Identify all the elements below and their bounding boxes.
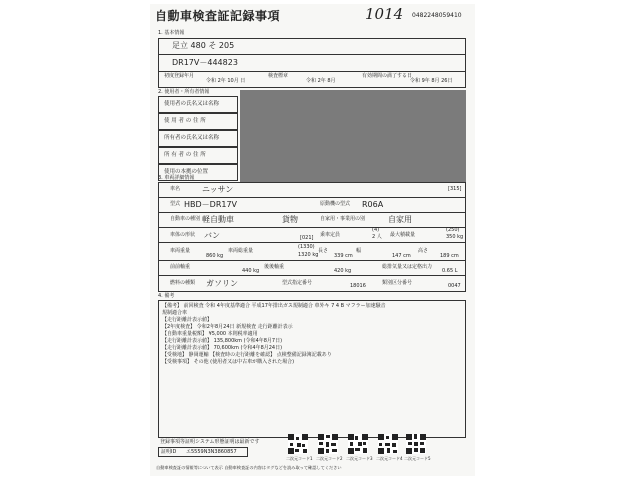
note-line: 【自動車重量税額】 ¥5,000 本則税率適用	[162, 331, 258, 337]
qr-label: 二次元コード2	[316, 456, 343, 461]
certificate-id-value: エ5559N3N3860857	[186, 449, 237, 455]
section4-heading: 4. 備考	[158, 293, 175, 299]
front-axle-label: 前前軸重	[170, 264, 191, 270]
body-value: バン	[204, 231, 220, 240]
section1-divider-2	[158, 71, 466, 72]
user-address-label: 使 用 者 の 住 所	[164, 118, 206, 124]
model-label: 型式	[170, 201, 181, 207]
qr-label: 二次元コード3	[346, 456, 373, 461]
kind-value: 軽自動車	[202, 215, 234, 224]
system-note: 登録事項等証明システム形態証明は最新です	[160, 439, 260, 445]
user-name-label: 使用者の氏名又は名称	[164, 101, 220, 107]
note-line: 【走行距離計表示値】 70,600km (令和4年8月24日)	[162, 345, 283, 351]
maker-label: 車名	[170, 186, 181, 192]
first-registration-date: 令和 2年 10月 日	[206, 78, 246, 84]
gross-top: (1330)	[298, 244, 315, 250]
bottom-note: 自動車検査証の情報等について表示 自動車検査証の内容はタグなどを読み取って確認してください	[156, 465, 342, 470]
kind-label: 自動車の種別	[170, 216, 201, 222]
qr-code-icon	[318, 434, 338, 454]
qr-code-icon	[288, 434, 308, 454]
inspection-date: 令和 2年 8月	[306, 78, 336, 84]
capacity-top: (4)	[372, 227, 380, 233]
height-value: 189 cm	[440, 253, 459, 259]
section3-heading: 3. 車両詳細情報	[158, 175, 195, 181]
gross-value: 1320 kg	[298, 252, 319, 258]
note-line: 【2年度検査】 令和2年8月24日 新規検査 走行距離計表示	[162, 324, 293, 330]
owner-name-label: 所有者の氏名又は名称	[164, 135, 220, 141]
displacement-label: 総排気量又は定格出力	[382, 264, 433, 270]
note-line: 【走行距離計表示値】	[162, 317, 213, 323]
first-registration-label: 初度登録年月	[164, 73, 195, 79]
max-load-top: (250)	[446, 227, 460, 233]
plate-number: 足立 480 そ 205	[172, 41, 235, 50]
owner-address-label: 所 有 者 の 住 所	[164, 152, 206, 158]
length-label: 長さ	[318, 248, 329, 254]
handwritten-number: 1014	[365, 5, 404, 23]
fuel-value: ガソリン	[206, 279, 238, 288]
document-number: 0482248059410	[412, 12, 462, 19]
qr-code-icon	[378, 434, 398, 454]
gross-label: 車両総重量	[228, 248, 254, 254]
base-location-label: 使用の本拠の位置	[164, 169, 209, 175]
section1-divider-1	[158, 54, 466, 55]
max-load-label: 最大積載量	[390, 232, 416, 238]
document-title: 自動車検査証記録事項	[155, 9, 281, 23]
section3-divider-1	[158, 197, 466, 198]
section3-divider-4	[158, 242, 466, 243]
note-line: 規制適合車	[162, 310, 188, 316]
section2-heading: 2. 使用者・所有者情報	[158, 89, 210, 95]
weight-label: 車両重量	[170, 248, 191, 254]
capacity-value: 2 人	[372, 234, 382, 240]
weight-value: 860 kg	[206, 253, 224, 259]
fuel-label: 燃料の種類	[170, 280, 196, 286]
qr-code-icon	[348, 434, 368, 454]
qr-label: 二次元コード1	[286, 456, 313, 461]
use-value: 貨物	[282, 215, 298, 224]
section3-divider-2	[158, 212, 466, 213]
max-load-value: 350 kg	[446, 234, 464, 240]
length-value: 339 cm	[334, 253, 353, 259]
note-line: 【備考】 前回検査 令和 4年度基準適合 平成17年排出ガス規制適合 車外キ 7 4 B マフラー加速騒音	[162, 303, 386, 309]
redacted-owner-info	[240, 90, 466, 182]
note-line: 【受検事項】 その他 (使用者又は中古車が購入された場合)	[162, 359, 295, 365]
valid-until-date: 令和 9年 8月 26日	[410, 78, 453, 84]
class-no-value: 0047	[448, 283, 461, 289]
class-no-label: 類別区分番号	[382, 280, 413, 286]
type-no-value: 18016	[350, 283, 366, 289]
maker-code: [315]	[448, 186, 462, 192]
front-axle-value: 440 kg	[242, 268, 260, 274]
rear-axle-value: 420 kg	[334, 268, 352, 274]
note-line: 【受検地】 静岡運輸 【検査時の走行距離を確認】 点検整備記録簿記載あり	[162, 352, 332, 358]
width-label: 幅	[356, 248, 362, 254]
certificate-id-label: 証明ID	[161, 449, 177, 455]
inspection-certificate-document	[150, 4, 475, 476]
engine-value: R06A	[362, 200, 384, 209]
chassis-number: DR17V－444823	[172, 58, 238, 67]
model-value: HBD－DR17V	[184, 200, 238, 209]
section3-divider-6	[158, 275, 466, 276]
body-code: [021]	[300, 235, 314, 241]
note-line: 【走行距離計表示値】 135,800km (令和4年8月7日)	[162, 338, 283, 344]
engine-label: 原動機の型式	[320, 201, 351, 207]
maker-value: ニッサン	[202, 185, 234, 194]
purpose-label: 自家用・事業用の別	[320, 216, 366, 222]
section3-divider-3	[158, 227, 466, 228]
rear-axle-label: 後後軸重	[264, 264, 285, 270]
type-no-label: 型式指定番号	[282, 280, 313, 286]
inspection-label: 検査標章	[268, 73, 289, 79]
body-label: 車体の形状	[170, 232, 196, 238]
purpose-value: 自家用	[388, 215, 412, 224]
capacity-label: 乗車定員	[320, 232, 341, 238]
height-label: 高さ	[418, 248, 429, 254]
displacement-value: 0.65 L	[442, 268, 458, 274]
qr-code-icon	[406, 434, 426, 454]
width-value: 147 cm	[392, 253, 411, 259]
section1-heading: 1. 基本情報	[158, 30, 185, 36]
section3-divider-5	[158, 260, 466, 261]
qr-label: 二次元コード5	[404, 456, 431, 461]
valid-until-label: 有効期間の満了する日	[362, 73, 413, 79]
qr-label: 二次元コード4	[376, 456, 403, 461]
